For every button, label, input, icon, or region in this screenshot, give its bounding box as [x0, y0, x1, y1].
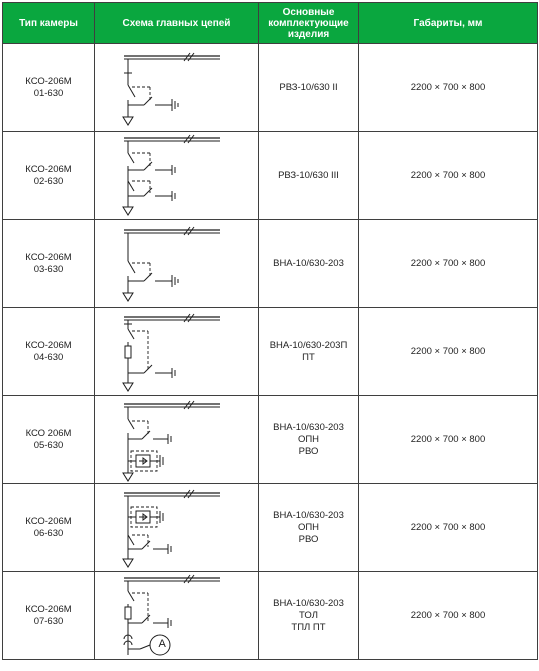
camera-type: КСО-206М 02-630	[3, 132, 95, 220]
header-parts: Основные комплектующие изделия	[259, 3, 359, 44]
table-row	[3, 572, 538, 660]
ammeter-label: A	[158, 637, 166, 650]
circuit-diagram-icon	[102, 45, 252, 131]
camera-type: КСО-206М 07-630	[3, 572, 95, 660]
circuit-diagram-icon	[102, 485, 252, 571]
table-row	[3, 308, 538, 396]
circuit-diagram-icon	[102, 309, 252, 395]
circuit-scheme	[95, 572, 259, 660]
camera-type: КСО-206М 06-630	[3, 484, 95, 572]
camera-type: КСО-206М 01-630	[3, 44, 95, 132]
table-row	[3, 44, 538, 132]
components: РВЗ-10/630 II	[259, 44, 359, 132]
dimensions: 2200 × 700 × 800	[359, 484, 538, 572]
components: ВНА-10/630-203П ПТ	[259, 308, 359, 396]
components: ВНА-10/630-203 ОПН РВО	[259, 484, 359, 572]
dimensions: 2200 × 700 × 800	[359, 132, 538, 220]
circuit-scheme	[95, 132, 259, 220]
table-row	[3, 484, 538, 572]
table-row	[3, 220, 538, 308]
circuit-scheme	[95, 44, 259, 132]
header-row	[3, 3, 538, 44]
dimensions: 2200 × 700 × 800	[359, 396, 538, 484]
dimensions: 2200 × 700 × 800	[359, 44, 538, 132]
table-row	[3, 396, 538, 484]
circuit-scheme	[95, 308, 259, 396]
circuit-diagram-icon	[102, 133, 252, 219]
header-dims: Габариты, мм	[359, 3, 538, 44]
components: ВНА-10/630-203 ОПН РВО	[259, 396, 359, 484]
circuit-diagram-icon	[102, 221, 252, 307]
components: ВНА-10/630-203	[259, 220, 359, 308]
dimensions: 2200 × 700 × 800	[359, 220, 538, 308]
components: РВЗ-10/630 III	[259, 132, 359, 220]
dimensions: 2200 × 700 × 800	[359, 308, 538, 396]
equipment-table	[2, 2, 538, 660]
circuit-diagram-icon	[102, 397, 252, 483]
camera-type: КСО-206М 03-630	[3, 220, 95, 308]
components: ВНА-10/630-203 ТОЛ ТПЛ ПТ	[259, 572, 359, 660]
dimensions: 2200 × 700 × 800	[359, 572, 538, 660]
camera-type: КСО-206М 04-630	[3, 308, 95, 396]
header-scheme: Схема главных цепей	[95, 3, 259, 44]
circuit-diagram-icon	[102, 573, 252, 659]
circuit-scheme	[95, 396, 259, 484]
camera-type: КСО 206М 05-630	[3, 396, 95, 484]
header-type: Тип камеры	[3, 3, 95, 44]
circuit-scheme	[95, 220, 259, 308]
table-row	[3, 132, 538, 220]
circuit-scheme	[95, 484, 259, 572]
